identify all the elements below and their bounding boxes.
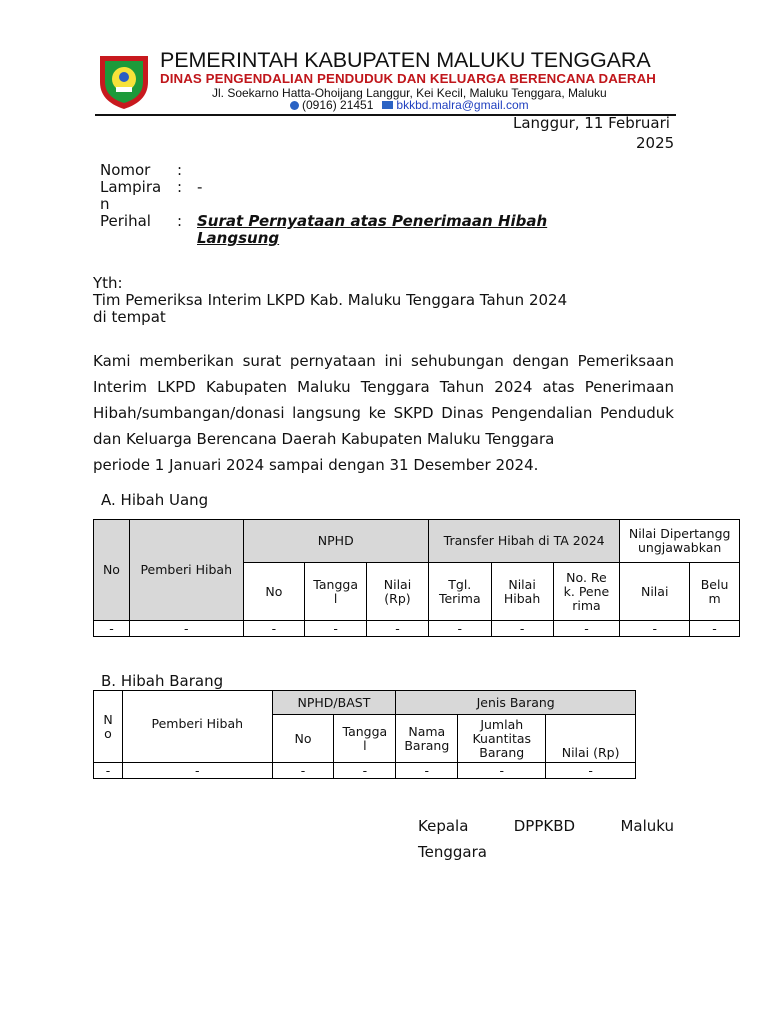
recipient-line1: Tim Pemeriksa Interim LKPD Kab. Maluku Tenggara Tahun 2024	[93, 291, 568, 309]
signature-block	[418, 813, 674, 865]
section-a-title: A. Hibah Uang	[101, 491, 209, 509]
body-paragraph	[93, 348, 674, 478]
lampiran-label-1: Lampira	[100, 178, 162, 196]
col-pemberi-hibah: Pemberi Hibah	[122, 691, 272, 763]
cell: -	[553, 621, 620, 637]
letter-date-line1: Langgur, 11 Februari	[513, 114, 670, 132]
letterhead-title: PEMERINTAH KABUPATEN MALUKU TENGGARA	[160, 48, 651, 72]
sub-tanggal: Tanggal	[334, 715, 396, 763]
recipient-line2: di tempat	[93, 308, 166, 326]
signature-line1	[418, 813, 674, 839]
hibah-barang-table	[93, 690, 636, 779]
cell: -	[305, 621, 367, 637]
perihal-label: Perihal	[100, 212, 151, 230]
sub-nilai-hibah: Nilai Hibah	[491, 563, 553, 621]
col-no: No	[94, 520, 130, 621]
nomor-label: Nomor	[100, 161, 151, 179]
letter-date-line2: 2025	[636, 134, 675, 152]
body-paragraph-last: periode 1 Januari 2024 sampai dengan 31 Desember 2024.	[93, 456, 539, 474]
cell: -	[620, 621, 690, 637]
lampiran-value: -	[197, 178, 203, 196]
section-b-title: B. Hibah Barang	[101, 672, 224, 690]
col-nilai-dipertanggungjawabkan: Nilai Dipertanggungjawabkan	[620, 520, 740, 563]
cell: -	[396, 763, 458, 779]
sub-nilai: Nilai	[620, 563, 690, 621]
col-nphd: NPHD	[243, 520, 428, 563]
signature-word: Maluku	[620, 817, 674, 835]
sub-tanggal: Tanggal	[305, 563, 367, 621]
cell: -	[122, 763, 272, 779]
sub-tgl-terima: Tgl. Terima	[428, 563, 491, 621]
perihal-value: Surat Pernyataan atas Penerimaan Hibah Langsung	[197, 212, 548, 247]
cell: -	[94, 763, 123, 779]
hibah-uang-table	[93, 519, 740, 637]
letterhead-agency: DINAS PENGENDALIAN PENDUDUK DAN KELUARGA BERENCANA DAERAH	[160, 71, 656, 86]
cell: -	[272, 763, 334, 779]
letterhead-address: Jl. Soekarno Hatta-Ohoijang Langgur, Kei Kecil, Maluku Tenggara, Maluku	[212, 86, 607, 100]
col-nphd-bast: NPHD/BAST	[272, 691, 396, 715]
letterhead-phone: (0916) 21451	[302, 98, 374, 112]
sub-nilai-rp: Nilai (Rp)	[367, 563, 429, 621]
regency-seal-logo	[96, 52, 152, 110]
signature-word: DPPKBD	[513, 817, 576, 835]
table-row	[94, 763, 636, 779]
recipient-yth: Yth:	[93, 274, 123, 292]
cell: -	[129, 621, 243, 637]
perihal-colon: :	[177, 212, 183, 230]
phone-icon	[290, 101, 299, 110]
lampiran-label-2: n	[100, 195, 110, 213]
col-pemberi-hibah: Pemberi Hibah	[129, 520, 243, 621]
sub-no: No	[243, 563, 305, 621]
email-icon	[382, 101, 393, 109]
col-transfer-hibah: Transfer Hibah di TA 2024	[428, 520, 619, 563]
sub-no-rek-penerima: No. Rek. Penerima	[553, 563, 620, 621]
col-no: No	[94, 691, 123, 763]
letterhead-email[interactable]: bkkbd.malra@gmail.com	[396, 98, 529, 112]
sub-nilai-rp: Nilai (Rp)	[546, 715, 636, 763]
cell: -	[458, 763, 546, 779]
signature-word: Kepala	[418, 817, 469, 835]
cell: -	[367, 621, 429, 637]
col-jenis-barang: Jenis Barang	[396, 691, 636, 715]
letterhead-contact	[290, 98, 529, 112]
lampiran-colon: :	[177, 178, 183, 196]
body-paragraph-main: Kami memberikan surat pernyataan ini sehubungan dengan Pemeriksaan Interim LKPD Kabupaten Maluku Tenggara Tahun 2024 atas Penerimaan Hibah/sumbangan/donasi langsung ke SKPD Dinas Pengendalian Penduduk dan Keluarga Berencana Daerah Kabupaten Maluku Tenggara	[93, 352, 674, 448]
cell: -	[491, 621, 553, 637]
cell: -	[690, 621, 740, 637]
sub-belum: Belum	[690, 563, 740, 621]
cell: -	[334, 763, 396, 779]
sub-nama-barang: Nama Barang	[396, 715, 458, 763]
signature-line2: Tenggara	[418, 843, 487, 861]
cell: -	[243, 621, 305, 637]
sub-jumlah-kuantitas: Jumlah Kuantitas Barang	[458, 715, 546, 763]
recipient-block	[93, 275, 567, 326]
sub-no: No	[272, 715, 334, 763]
cell: -	[428, 621, 491, 637]
cell: -	[546, 763, 636, 779]
nomor-colon: :	[177, 161, 183, 179]
table-row	[94, 621, 740, 637]
cell: -	[94, 621, 130, 637]
